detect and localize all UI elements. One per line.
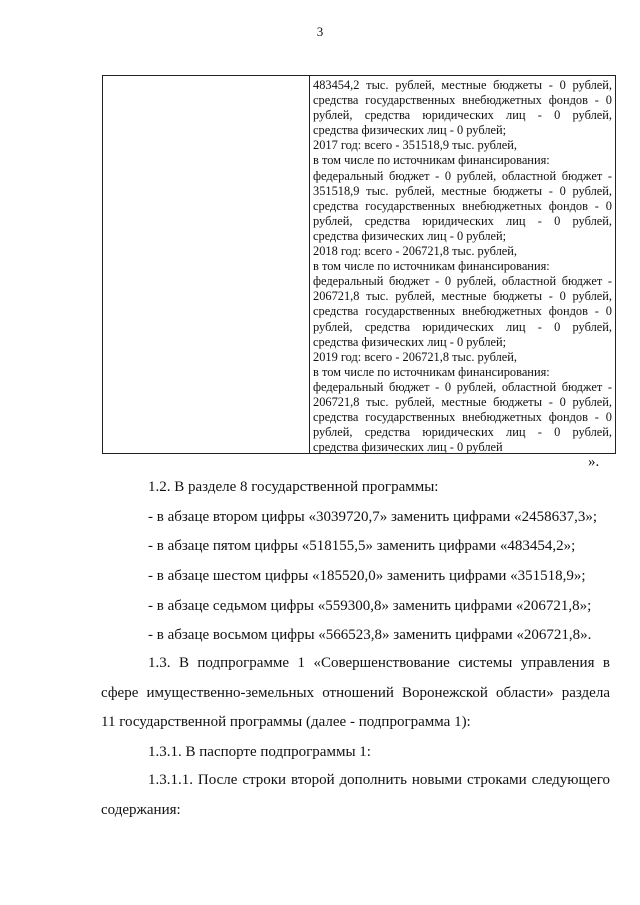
table-left-cell — [103, 76, 310, 453]
table-text-line: средства физических лиц - 0 рублей; — [313, 123, 507, 138]
amendment-item-2: - в абзаце пятом цифры «518155,5» заменить цифрами «483454,2»; — [148, 538, 576, 554]
table-text-line: средства государственных внебюджетных фондов - 0 — [313, 93, 612, 108]
paragraph-1-3-line-1: 1.3. В подпрограмме 1 «Совершенствование системы управления в — [148, 655, 610, 671]
table-text-line: федеральный бюджет - 0 рублей, областной бюджет - — [313, 168, 612, 183]
closing-quote: ». — [588, 454, 600, 470]
funding-table — [102, 75, 616, 454]
table-text-line: средства государственных внебюджетных фондов - 0 — [313, 410, 612, 425]
table-text-line: средства государственных внебюджетных фондов - 0 — [313, 304, 612, 319]
paragraph-1-3-1: 1.3.1. В паспорте подпрограммы 1: — [148, 744, 371, 760]
table-text-line: 2018 год: всего - 206721,8 тыс. рублей, — [313, 244, 518, 259]
table-text-line: в том числе по источникам финансирования: — [313, 364, 550, 379]
table-text-line: 2019 год: всего - 206721,8 тыс. рублей, — [313, 349, 518, 364]
paragraph-1-2: 1.2. В разделе 8 государственной программы: — [148, 479, 439, 495]
table-text-line: средства государственных внебюджетных фондов - 0 — [313, 198, 612, 213]
table-text-line: 2017 год: всего - 351518,9 тыс. рублей, — [313, 138, 518, 153]
table-text-line: 351518,9 тыс. рублей, местные бюджеты - 0 рублей, — [313, 183, 612, 198]
table-text-line: средства физических лиц - 0 рублей; — [313, 228, 507, 243]
paragraph-1-3-1-1-line-2: содержания: — [101, 802, 181, 818]
paragraph-1-3-1-1-line-1: 1.3.1.1. После строки второй дополнить новыми строками следующего — [148, 772, 610, 788]
table-text-line: рублей, средства юридических лиц - 0 рублей, — [313, 108, 612, 123]
table-text-line: рублей, средства юридических лиц - 0 рублей, — [313, 213, 612, 228]
table-text-line: рублей, средства юридических лиц - 0 рублей, — [313, 425, 612, 440]
table-text-line: в том числе по источникам финансирования: — [313, 259, 550, 274]
page-number: 3 — [316, 24, 324, 39]
amendment-item-4: - в абзаце седьмом цифры «559300,8» заменить цифрами «206721,8»; — [148, 598, 592, 614]
table-text-line: федеральный бюджет - 0 рублей, областной бюджет - — [313, 379, 612, 394]
paragraph-1-3-line-2: сфере имущественно-земельных отношений Воронежской области» раздела — [101, 685, 610, 701]
table-text-line: средства физических лиц - 0 рублей — [313, 440, 503, 455]
paragraph-1-3-line-3: 11 государственной программы (далее - подпрограмма 1): — [101, 714, 471, 730]
table-text-line: средства физических лиц - 0 рублей; — [313, 334, 507, 349]
table-text-line: в том числе по источникам финансирования: — [313, 153, 550, 168]
table-text-line: 206721,8 тыс. рублей, местные бюджеты - 0 рублей, — [313, 394, 612, 409]
amendment-item-5: - в абзаце восьмом цифры «566523,8» заменить цифрами «206721,8». — [148, 627, 592, 643]
table-text-line: 206721,8 тыс. рублей, местные бюджеты - 0 рублей, — [313, 289, 612, 304]
table-text-line: рублей, средства юридических лиц - 0 рублей, — [313, 319, 612, 334]
table-text-line: федеральный бюджет - 0 рублей, областной бюджет - — [313, 274, 612, 289]
amendment-item-1: - в абзаце втором цифры «3039720,7» заменить цифрами «2458637,3»; — [148, 509, 598, 525]
table-text-line: 483454,2 тыс. рублей, местные бюджеты - 0 рублей, — [313, 78, 612, 92]
amendment-item-3: - в абзаце шестом цифры «185520,0» заменить цифрами «351518,9»; — [148, 568, 586, 584]
table-right-cell — [310, 76, 615, 453]
